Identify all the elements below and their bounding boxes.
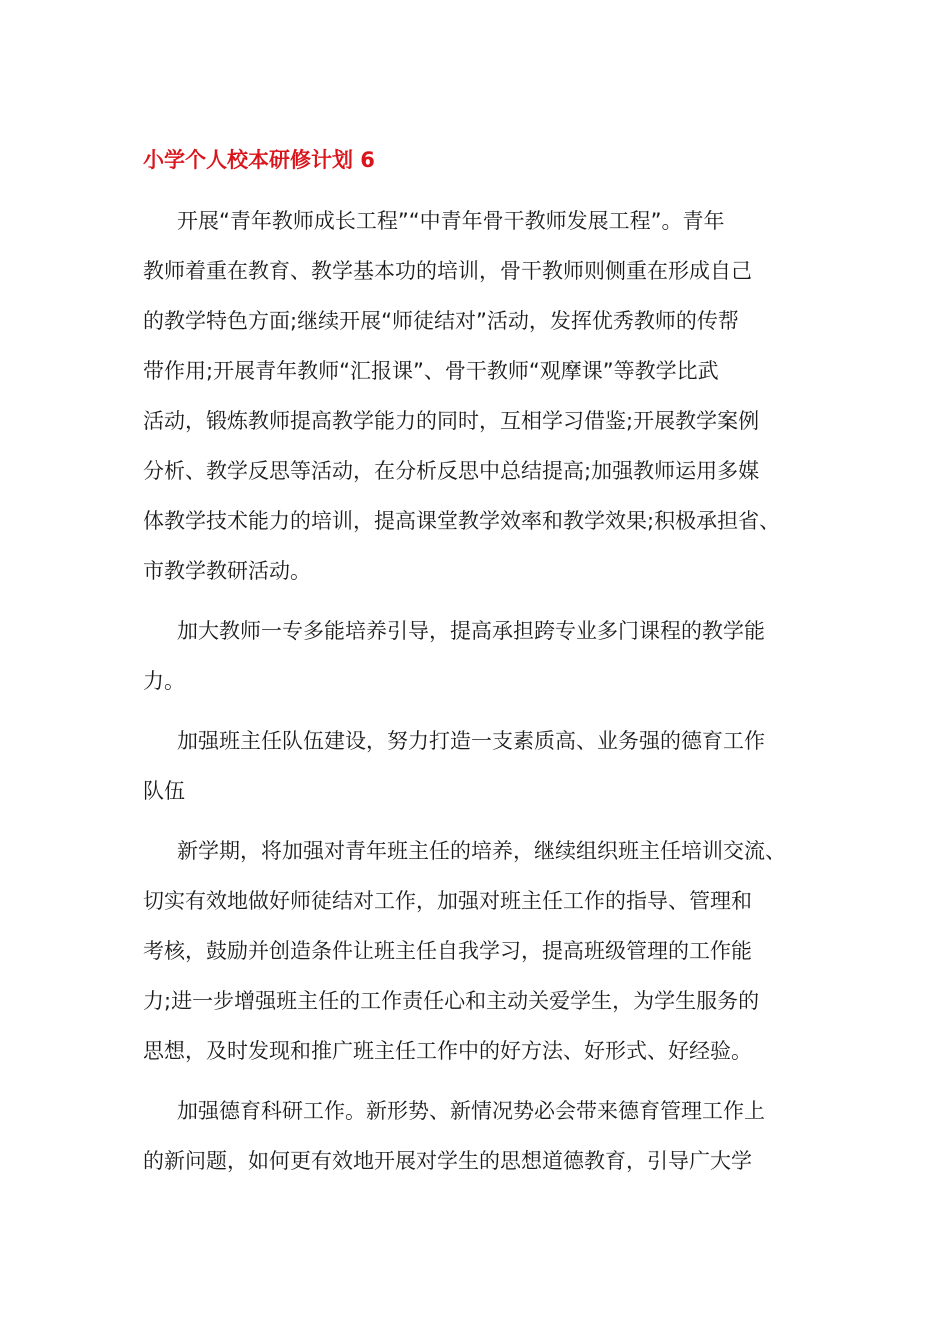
paragraph-line: 加大教师一专多能培养引导，提高承担跨专业多门课程的教学能 [177, 619, 765, 643]
paragraph-line: 新学期，将加强对青年班主任的培养，继续组织班主任培训交流、 [177, 839, 786, 863]
paragraph-line: 体教学技术能力的培训，提高课堂教学效率和教学效果;积极承担省、 [143, 509, 781, 533]
document-body [143, 196, 809, 1196]
paragraph-3 [143, 716, 809, 816]
paragraph-1 [143, 196, 809, 596]
paragraph-line: 市教学教研活动。 [143, 559, 311, 583]
paragraph-line: 切实有效地做好师徒结对工作，加强对班主任工作的指导、管理和 [143, 889, 752, 913]
paragraph-line: 的新问题，如何更有效地开展对学生的思想道德教育，引导广大学 [143, 1149, 752, 1173]
paragraph-line: 思想，及时发现和推广班主任工作中的好方法、好形式、好经验。 [143, 1039, 752, 1063]
paragraph-line: 的教学特色方面;继续开展“师徒结对”活动，发挥优秀教师的传帮 [143, 309, 739, 333]
paragraph-line: 带作用;开展青年教师“汇报课”、骨干教师“观摩课”等教学比武 [143, 359, 719, 383]
paragraph-2 [143, 606, 809, 706]
paragraph-line: 教师着重在教育、教学基本功的培训，骨干教师则侧重在形成自己 [143, 259, 752, 283]
paragraph-line: 考核，鼓励并创造条件让班主任自我学习，提高班级管理的工作能 [143, 939, 752, 963]
document-title: 小学个人校本研修计划 6 [143, 148, 375, 172]
paragraph-line: 队伍 [143, 779, 185, 803]
paragraph-line: 开展“青年教师成长工程”“中青年骨干教师发展工程”。青年 [177, 209, 725, 233]
paragraph-line: 活动，锻炼教师提高教学能力的同时，互相学习借鉴;开展教学案例 [143, 409, 760, 433]
paragraph-line: 分析、教学反思等活动，在分析反思中总结提高;加强教师运用多媒 [143, 459, 760, 483]
paragraph-4 [143, 826, 809, 1076]
paragraph-line: 力;进一步增强班主任的工作责任心和主动关爱学生，为学生服务的 [143, 989, 760, 1013]
paragraph-line: 加强德育科研工作。新形势、新情况势必会带来德育管理工作上 [177, 1099, 765, 1123]
paragraph-5 [143, 1086, 809, 1186]
paragraph-line: 加强班主任队伍建设，努力打造一支素质高、业务强的德育工作 [177, 729, 765, 753]
paragraph-line: 力。 [143, 669, 185, 693]
